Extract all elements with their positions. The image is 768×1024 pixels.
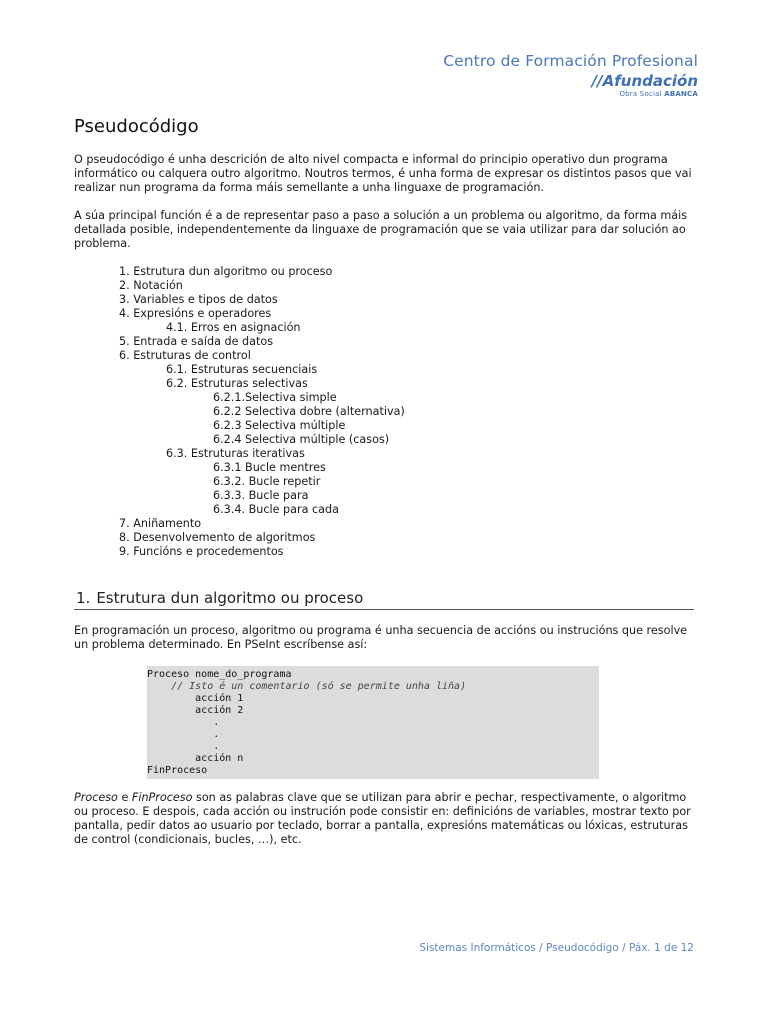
toc-item: 4.1. Erros en asignación (166, 321, 301, 334)
logo-wordmark: //Afundación (591, 72, 698, 90)
code-line: acción 1 (147, 693, 244, 704)
toc-item: 1. Estrutura dun algoritmo ou proceso (119, 265, 333, 278)
code-line: acción n (147, 753, 244, 764)
code-line: acción 2 (147, 705, 244, 716)
toc-item: 6.3.1 Bucle mentres (213, 461, 326, 474)
section-heading (74, 589, 694, 610)
table-of-contents (74, 265, 694, 559)
toc-item: 3. Variables e tipos de datos (119, 293, 278, 306)
toc-item: 4. Expresións e operadores (119, 307, 272, 320)
page-footer: Sistemas Informáticos / Pseudocódigo / Páx. 1 de 12 (419, 942, 694, 954)
toc-item: 8. Desenvolvemento de algoritmos (119, 531, 316, 544)
afundacion-logo (443, 74, 698, 98)
toc-item: 6.3. Estruturas iterativas (166, 447, 305, 460)
code-comment-line: // Isto é un comentario (só se permite unha liña) (147, 681, 467, 692)
code-line: . (147, 717, 220, 728)
toc-item: 6.2.4 Selectiva múltiple (casos) (213, 433, 390, 446)
section-number: 1. (76, 589, 91, 607)
toc-item: 6.2. Estruturas selectivas (166, 377, 308, 390)
page-title: Pseudocódigo (74, 116, 199, 137)
toc-item: 2. Notación (119, 279, 183, 292)
toc-item: 6.3.2. Bucle repetir (213, 475, 321, 488)
toc-item: 6.2.1.Selectiva simple (213, 391, 337, 404)
section-paragraph-1: En programación un proceso, algoritmo ou programa é unha secuencia de accións ou instrucións que resolve un problema determinado. En PSeInt escríbense así: (74, 624, 688, 651)
toc-item: 6.1. Estruturas secuenciais (166, 363, 318, 376)
code-line: Proceso nome_do_programa (147, 669, 292, 680)
document-body (74, 116, 694, 861)
toc-item: 9. Funcións e procedementos (119, 545, 284, 558)
page-header (443, 52, 698, 98)
toc-item: 7. Aniñamento (119, 517, 202, 530)
section-paragraph-2: Proceso e FinProceso son as palabras clave que se utilizan para abrir e pechar, respectivamente, o algoritmo ou proceso. E despois, cada acción ou instrución pode consistir en: definicións de variables, mostrar texto por pantalla, pedir datos ao usuario por teclado, borrar a pantalla, expresións matemáticas ou lóxicas, estruturas de control (condicionais, bucles, …), etc. (74, 791, 691, 846)
toc-item: 6.3.3. Bucle para (213, 489, 309, 502)
logo-subtitle: Obra Social ABANCA (619, 90, 698, 98)
toc-item: 5. Entrada e saída de datos (119, 335, 274, 348)
toc-item: 6.2.3 Selectiva múltiple (213, 419, 346, 432)
code-line: . (147, 729, 220, 740)
toc-item: 6.2.2 Selectiva dobre (alternativa) (213, 405, 405, 418)
code-line: . (147, 741, 220, 752)
code-block (147, 666, 599, 779)
toc-item: 6.3.4. Bucle para cada (213, 503, 339, 516)
intro-paragraph-2: A súa principal función é a de representar paso a paso a solución a un problema ou algoritmo, da forma máis detallada posible, independentemente da linguaxe de programación que se vaia utilizar para dar solución ao problema. (74, 209, 688, 250)
institution-title: Centro de Formación Profesional (443, 52, 698, 70)
keyword-finproceso: FinProceso (131, 791, 193, 804)
intro-paragraph-1: O pseudocódigo é unha descrición de alto nivel compacta e informal do principio operativo dun programa informático ou calquera outro algoritmo. Noutros termos, é unha forma de expresar os distintos pasos que vai realizar nun programa da forma máis semellante a unha linguaxe de programación. (74, 153, 692, 194)
section-title: Estrutura dun algoritmo ou proceso (96, 589, 364, 607)
code-line: FinProceso (147, 765, 208, 776)
toc-item: 6. Estruturas de control (119, 349, 251, 362)
keyword-proceso: Proceso (74, 791, 118, 804)
